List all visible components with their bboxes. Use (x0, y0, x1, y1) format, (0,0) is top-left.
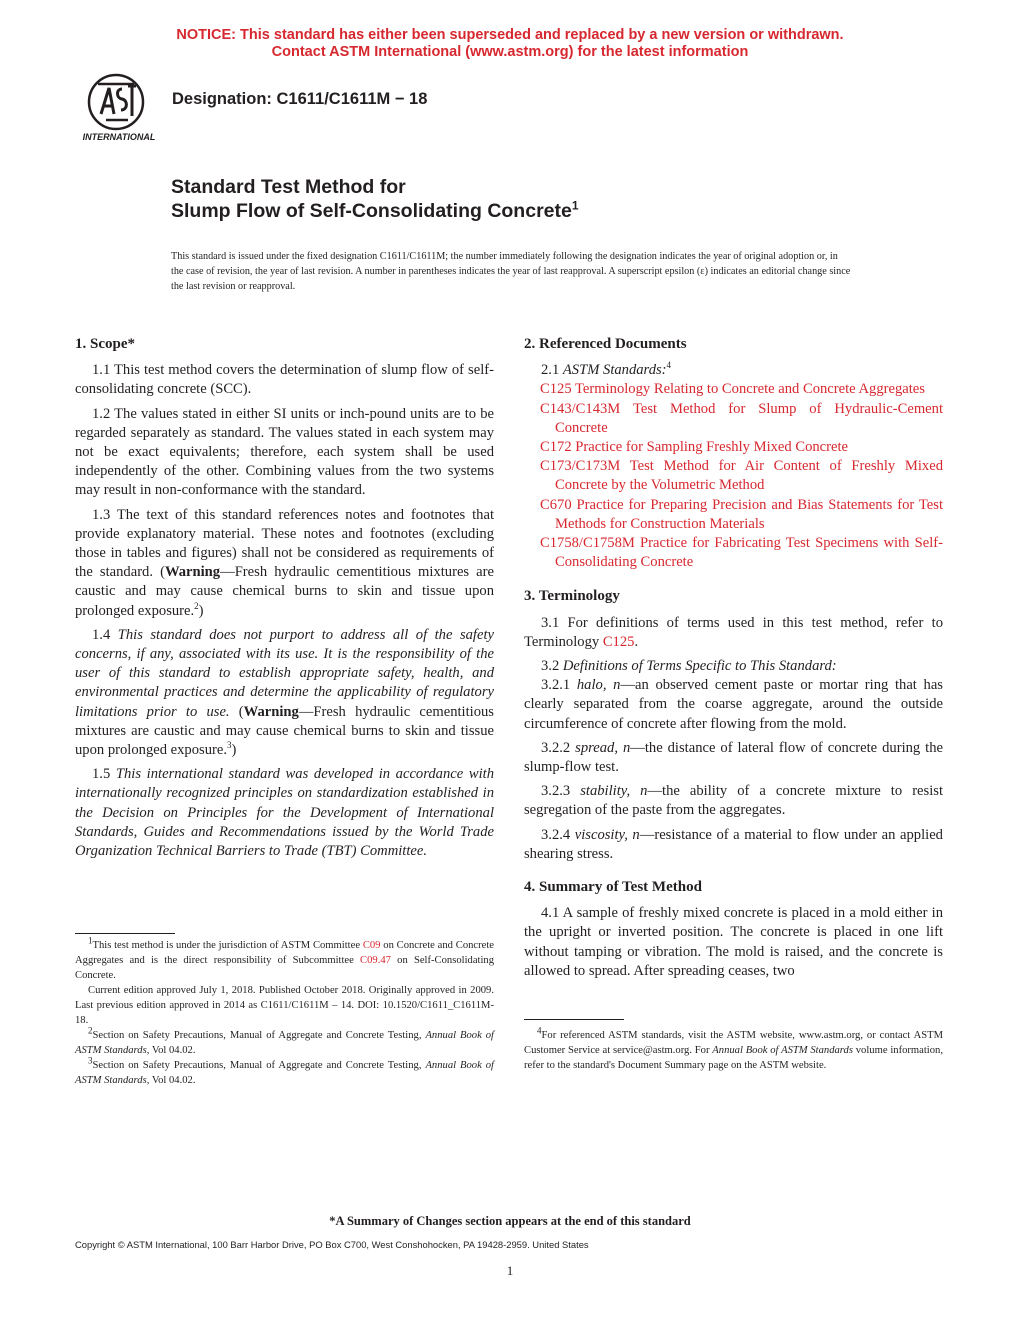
astm-logo (76, 72, 162, 144)
terminology-heading: 3. Terminology (524, 588, 620, 605)
link-c09-47[interactable]: C09.47 (360, 955, 391, 966)
footnote-1-text-c: on Self-Consolidating Concrete. (75, 955, 495, 981)
reference-item (524, 534, 943, 572)
reference-code[interactable]: C173/C173M (540, 458, 621, 475)
footnote-2 (75, 1025, 494, 1058)
definition-term: viscosity, n (574, 826, 640, 843)
scope-1-4 (75, 626, 494, 760)
scope-1-2: 1.2 The values stated in either SI units or inch-pound units are to be regarded separately as standard. The values stated in each system may not be exact equivalents; therefore, each system shall be used independently of the other. Combining values from the two systems may result in non-conformance with the standard. (75, 405, 494, 499)
reference-item (524, 400, 943, 438)
definition-text: —the distance of lateral flow of concrete during the slump-flow test. (524, 739, 944, 776)
footnote-3-mark: 3 (88, 1055, 93, 1066)
definition-text: —an observed cement paste or mortar ring that has clearly separated from the coarse aggregate, around the outside circumference of concrete after flowing from the mold. (524, 677, 943, 732)
footnote-2-mark: 2 (88, 1025, 93, 1036)
scope-1-1: 1.1 This test method covers the determination of slump flow of self-consolidating concrete (SCC). (75, 362, 494, 398)
footnote-rule-left (75, 933, 175, 934)
definition-num: 3.2.1 (541, 677, 577, 694)
footnote-4-end: volume information, refer to the standard's Document Summary page on the ASTM website. (524, 1045, 943, 1071)
scope-1-3-text: 1.3 The text of this standard references notes and footnotes that provide explanatory material. These notes and footnotes (excluding those in tables and figures) shall not be considered as requirements of the standard. ( (75, 506, 494, 581)
reference-item (524, 496, 943, 534)
scope-1-3-end: ) (198, 602, 204, 619)
reference-code[interactable]: C1758/C1758M (540, 535, 635, 552)
notice-line-2: Contact ASTM International (www.astm.org) for the latest information (271, 44, 749, 60)
issued-note: This standard is issued under the fixed designation C1611/C1611M; the number immediately following the designation indicates the year of original adoption or, in the case of revision, the year of last revision. A number in parentheses indicates the year of last reapproval. A superscript epsilon (ε) indicates an editorial change since the last revision or reapproval. (171, 251, 851, 292)
footnotes-right (524, 1025, 943, 1073)
footnote-4-mark: 4 (537, 1025, 542, 1036)
link-c09[interactable]: C09 (362, 940, 381, 951)
footnote-3-italic: Annual Book of ASTM Standards (75, 1060, 494, 1086)
footnote-4-text: For referenced ASTM standards, visit the ASTM website, www.astm.org, or contact ASTM Customer Service at service@astm.org. For (524, 1030, 943, 1056)
reference-code[interactable]: C143/C143M (540, 400, 621, 417)
footnote-2-text: Section on Safety Precautions, Manual of Aggregate and Concrete Testing, (92, 1030, 426, 1041)
scope-1-3-warning: —Fresh hydraulic cementitious mixtures are caustic and may cause chemical burns to skin and tissue upon prolonged exposure. (75, 564, 494, 619)
footnote-1 (75, 935, 495, 983)
terminology-3-2-text: Definitions of Terms Specific to This Standard: (562, 658, 837, 675)
title-line-1: Standard Test Method for (171, 176, 406, 198)
footnote-4-italic: Annual Book of ASTM Standards (712, 1045, 853, 1056)
scope-1-5-num: 1.5 (92, 766, 116, 783)
reference-code[interactable]: C125 (540, 381, 572, 398)
definition-halo (524, 676, 943, 734)
scope-1-4-italic: This standard does not purport to address all of the safety concerns, if any, associated with its use. It is the responsibility of the user of this standard to establish appropriate safety, health, and environmental practices and determine the applicability of regulatory limitations prior to use. (75, 626, 494, 720)
footnote-2-vol: , Vol 04.02. (146, 1045, 196, 1056)
reference-item (524, 457, 943, 495)
terminology-3-2-num: 3.2 (541, 658, 563, 675)
scope-1-5-italic: This international standard was developed in accordance with internationally recognized principles on standardization established in the Decision on Principles for the Development of International Standards, Guides and Recommendations issued by the World Trade Organization Technical Barriers to Trade (TBT) Committee. (75, 766, 495, 860)
astm-logo-icon (76, 72, 162, 144)
designation: Designation: C1611/C1611M − 18 (172, 90, 428, 108)
scope-1-4-open: ( (229, 703, 244, 720)
footnote-3-vol: , Vol 04.02. (146, 1075, 196, 1086)
summary-of-changes-note: *A Summary of Changes section appears at the end of this standard (329, 1214, 691, 1228)
copyright: Copyright © ASTM International, 100 Barr Harbor Drive, PO Box C700, West Conshohocken, PA 19428-2959. United States (75, 1239, 589, 1250)
footnote-ref-2[interactable]: 2 (194, 600, 199, 611)
scope-heading: 1. Scope* (75, 336, 135, 352)
definition-spread (524, 739, 943, 777)
astm-standards-text: ASTM Standards: (562, 362, 667, 379)
definition-text: —the ability of a concrete mixture to resist segregation of the paste from the aggregates. (524, 783, 943, 819)
terminology-3-1-end: . (634, 633, 639, 650)
title-text: Slump Flow of Self-Consolidating Concrete (171, 200, 572, 222)
notice-line-1: NOTICE: This standard has either been superseded and replaced by a new version or withdrawn. (176, 27, 844, 43)
scope-1-4-end: ) (231, 742, 237, 759)
withdrawal-notice (0, 27, 1020, 61)
reference-list (524, 380, 943, 572)
footnote-2-italic: Annual Book of ASTM Standards (75, 1030, 494, 1056)
link-c125[interactable]: C125 (602, 633, 635, 650)
reference-code[interactable]: C172 (540, 439, 572, 456)
footnote-1-text-a: This test method is under the jurisdiction of ASTM Committee (92, 940, 363, 951)
title-footnote-mark: 1 (571, 198, 579, 213)
definition-text: —resistance of a material to flow under an applied shearing stress. (524, 826, 943, 862)
definition-stability (524, 782, 943, 820)
terminology-3-1-text: 3.1 For definitions of terms used in this test method, refer to Terminology (524, 614, 943, 650)
definition-term: stability, n (580, 783, 648, 800)
reference-item (524, 438, 943, 457)
definition-num: 3.2.2 (541, 739, 576, 756)
footnote-ref-4[interactable]: 4 (666, 360, 672, 371)
summary-method-heading: 4. Summary of Test Method (524, 879, 702, 896)
reference-title[interactable]: Test Method for Slump of Hydraulic-Cement Concrete (555, 400, 943, 436)
footnote-ref-3[interactable]: 3 (227, 740, 232, 751)
scope-1-3 (75, 506, 494, 621)
logo-text: INTERNATIONAL (82, 132, 156, 142)
terminology-3-2 (524, 657, 943, 676)
reference-title[interactable]: Terminology Relating to Concrete and Concrete Aggregates (571, 381, 925, 398)
warning-label: Warning (243, 703, 299, 720)
reference-item (524, 380, 943, 399)
definition-viscosity (524, 826, 943, 864)
referenced-heading: 2. Referenced Documents (524, 336, 687, 352)
reference-title[interactable]: Practice for Preparing Precision and Bias Statements for Test Methods for Construction Materials (555, 496, 943, 532)
footnote-1-text-b: on Concrete and Concrete Aggregates and is the direct responsibility of Subcommittee (75, 940, 494, 966)
definition-term: halo, n (576, 677, 621, 694)
scope-1-4-warning: —Fresh hydraulic cementitious mixtures are caustic and may cause chemical burns to skin and tissue upon prolonged exposure. (75, 703, 494, 759)
scope-1-5 (75, 765, 494, 861)
footnote-1-edition: Current edition approved July 1, 2018. Published October 2018. Originally approved in 2009. Last previous edition approved in 2014 as C1611/C1611M – 14. DOI: 10.1520/C1611_C1611M-18. (75, 985, 494, 1026)
definition-num: 3.2.4 (541, 826, 575, 843)
footnotes-left (75, 935, 495, 1088)
summary-4-1: 4.1 A sample of freshly mixed concrete is placed in a mold either in the upright or inverted position. The concrete is placed in one lift without tamping or vibration. The mold is raised, and the concrete is allowed to spread. After spreading ceases, two (524, 905, 943, 979)
right-column (524, 335, 943, 986)
definition-num: 3.2.3 (541, 783, 581, 800)
footnote-4 (524, 1025, 943, 1073)
astm-standards-num: 2.1 (541, 362, 563, 379)
astm-standards-label (524, 361, 943, 380)
scope-1-4-num: 1.4 (92, 626, 118, 643)
warning-label: Warning (164, 564, 221, 581)
footnote-3-text: Section on Safety Precautions, Manual of Aggregate and Concrete Testing, (92, 1060, 426, 1071)
reference-title[interactable]: Practice for Fabricating Test Specimens with Self-Consolidating Concrete (555, 535, 943, 571)
definition-term: spread, n (575, 739, 631, 756)
reference-code[interactable]: C670 (540, 496, 572, 513)
footnote-3 (75, 1055, 494, 1088)
title-line-2 (171, 200, 579, 223)
page-number: 1 (506, 1263, 514, 1278)
terminology-3-1 (524, 614, 943, 652)
reference-title[interactable]: Practice for Sampling Freshly Mixed Concrete (571, 439, 849, 456)
reference-title[interactable]: Test Method for Air Content of Freshly Mixed Concrete by the Volumetric Method (555, 458, 943, 494)
left-column (75, 335, 494, 866)
footnote-rule-right (524, 1019, 624, 1020)
footnote-1-mark: 1 (88, 935, 93, 946)
